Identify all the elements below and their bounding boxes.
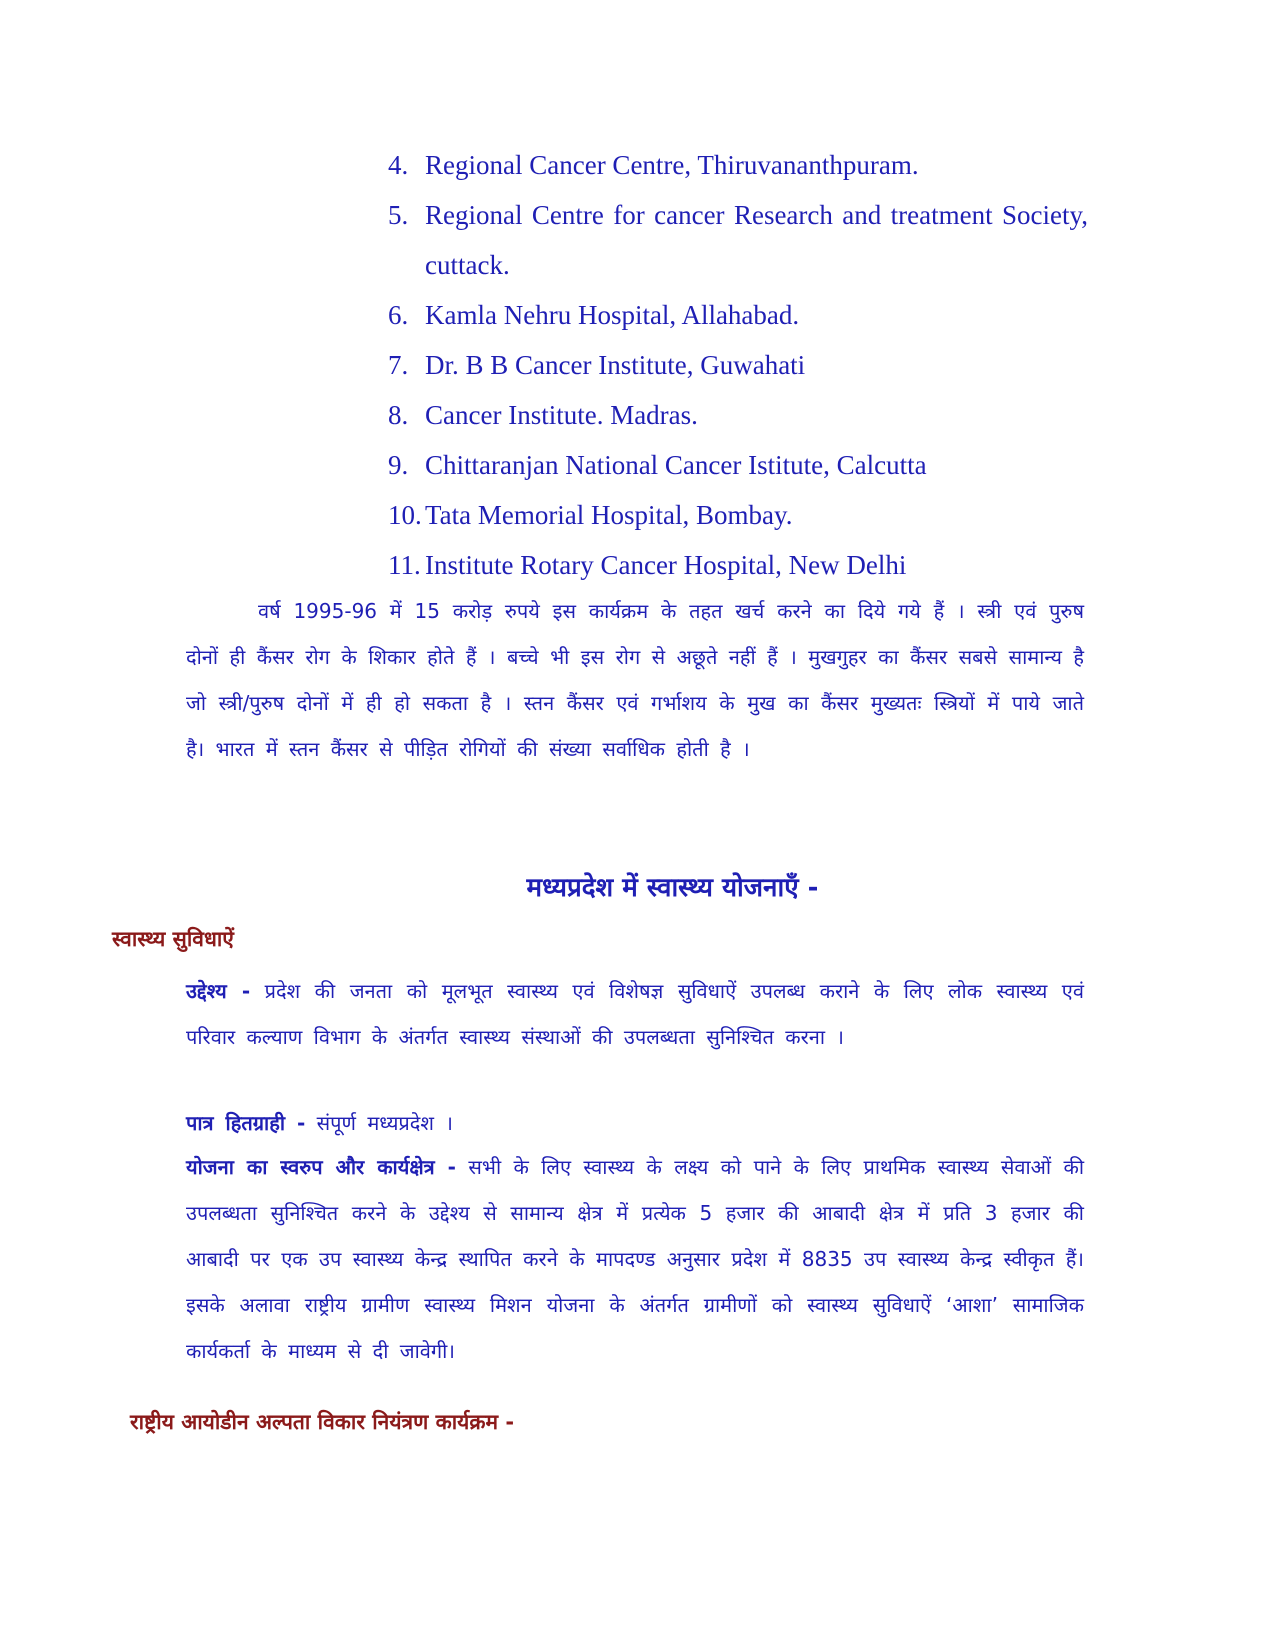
scheme-text: सभी के लिए स्वास्थ्य के लक्ष्य को पाने के लिए प्राथमिक स्वास्थ्य सेवाओं की उपलब्धता सुनिश्चित करने के उद्देश्य से सामान्य क्षेत्र में प्रत्येक 5 हजार की आबादी क्षेत्र में प्रति 3 हजार की आबादी पर एक उप स्वास्थ्य केन्द्र स्थापित करने के मापदण्ड अनुसार प्रदेश में 8835 उप स्वास्थ्य केन्द्र स्वीकृत हैं। इसके अलावा राष्ट्रीय ग्रामीण स्वास्थ्य मिशन योजना के अंतर्गत ग्रामीणों को स्वास्थ्य सुविधाऐं ‘आशा’ सामाजिक कार्यकर्ता के माध्यम से दी जावेगी। (186, 1155, 1085, 1363)
paragraph-text: वर्ष 1995-96 में 15 करोड़ रुपये इस कार्यक्रम के तहत खर्च करने का दिये गये हैं । स्त्री एवं पुरुष दोनों ही कैंसर रोग के शिकार होते हैं । बच्चे भी इस रोग से अछूते नहीं हैं । मुखगुहर का कैंसर सबसे सामान्य है जो स्त्री/पुरुष दोनों में ही हो सकता है । स्तन कैंसर एवं गर्भाशय के मुख का कैंसर मुख्यतः स्त्रियों में पाये जाते है। भारत में स्तन कैंसर से पीड़ित रोगियों की संख्या सर्वाधिक होती है । (186, 599, 1084, 761)
list-number: 6. (388, 300, 409, 330)
list-number: 4. (388, 150, 409, 180)
list-text: Institute Rotary Cancer Hospital, New Delhi (425, 550, 907, 580)
list-number: 5. (388, 200, 409, 230)
objective-paragraph (186, 968, 1084, 1060)
list-item (388, 390, 1088, 440)
budget-paragraph (186, 588, 1084, 772)
list-text: Regional Centre for cancer Research and treatment Society, cuttack. (425, 200, 1088, 280)
list-number: 7. (388, 350, 409, 380)
list-number: 10. (388, 500, 422, 530)
list-number: 9. (388, 450, 409, 480)
list-text: Kamla Nehru Hospital, Allahabad. (425, 300, 800, 330)
list-item (388, 440, 1088, 490)
list-text: Dr. B B Cancer Institute, Guwahati (425, 350, 806, 380)
subheading-iodine-programme: राष्ट्रीय आयोडीन अल्पता विकार नियंत्रण कार्यक्रम - (130, 1410, 515, 1434)
list-number: 8. (388, 400, 409, 430)
cancer-centre-list (388, 140, 1088, 590)
list-item (388, 290, 1088, 340)
beneficiary-text: संपूर्ण मध्यप्रदेश । (316, 1111, 453, 1135)
subheading-health-facilities: स्वास्थ्य सुविधाऐं (112, 927, 234, 951)
list-item (388, 540, 1088, 590)
objective-label: उद्देश्य - (186, 979, 251, 1003)
list-text: Cancer Institute. Madras. (425, 400, 698, 430)
beneficiary-label: पात्र हितग्राही - (186, 1111, 306, 1135)
list-text: Tata Memorial Hospital, Bombay. (425, 500, 793, 530)
section-heading: मध्यप्रदेश में स्वास्थ्य योजनाएँ - (526, 873, 819, 903)
beneficiary-paragraph (186, 1100, 1084, 1146)
scheme-paragraph (186, 1144, 1084, 1374)
list-item (388, 340, 1088, 390)
list-item (388, 490, 1088, 540)
scheme-label: योजना का स्वरुप और कार्यक्षेत्र - (186, 1155, 456, 1179)
list-item (388, 140, 1088, 190)
list-text: Chittaranjan National Cancer Istitute, Calcutta (425, 450, 927, 480)
list-number: 11. (388, 550, 421, 580)
list-text: Regional Cancer Centre, Thiruvananthpuram. (425, 150, 919, 180)
objective-text: प्रदेश की जनता को मूलभूत स्वास्थ्य एवं विशेषज्ञ सुविधाऐं उपलब्ध कराने के लिए लोक स्वास्थ्य एवं परिवार कल्याण विभाग के अंतर्गत स्वास्थ्य संस्थाओं की उपलब्धता सुनिश्चित करना । (186, 979, 1084, 1049)
list-item (388, 190, 1088, 290)
